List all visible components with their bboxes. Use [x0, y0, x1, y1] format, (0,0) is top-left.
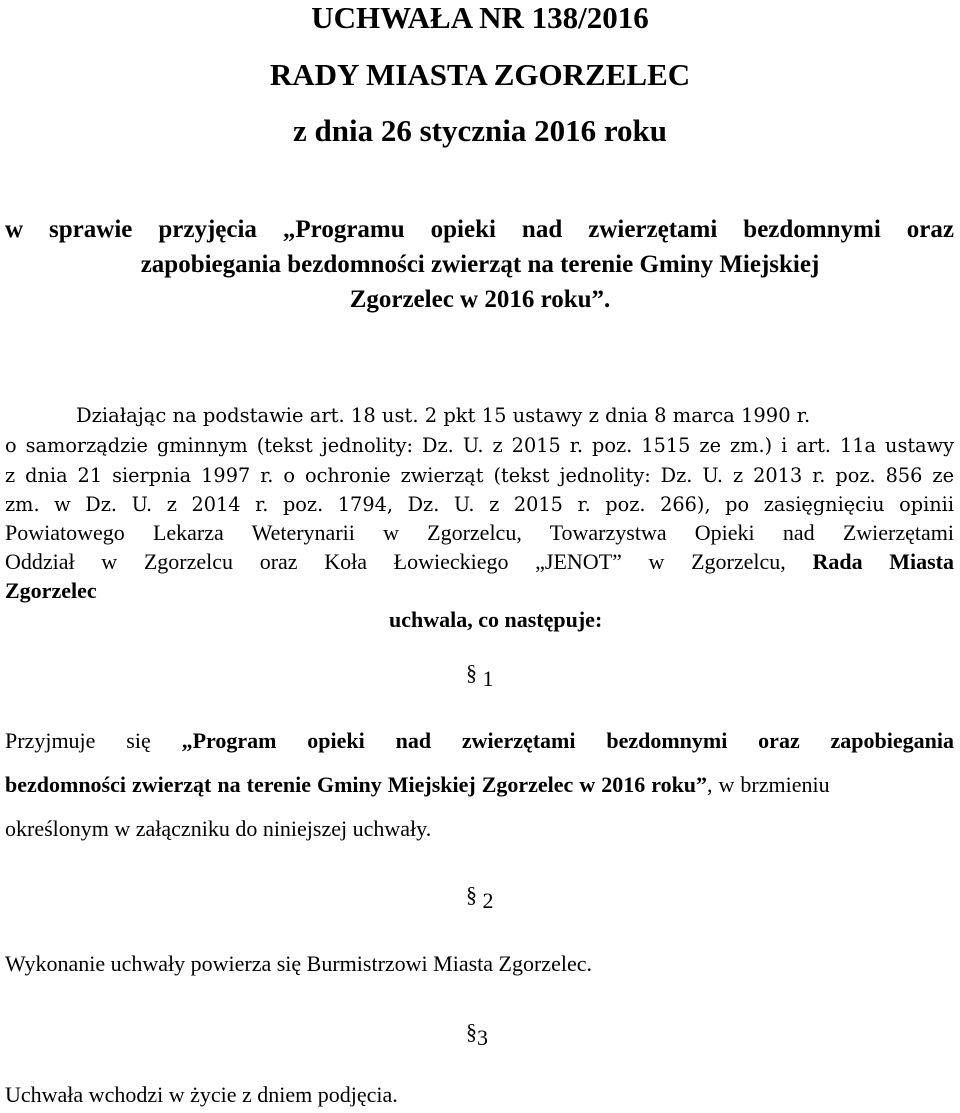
- program-title: „Program opieki nad zwierzętami bezdomnymi oraz zapobiegania: [181, 728, 955, 753]
- preamble-line-5: Powiatowego Lekarza Weterynarii w Zgorzelcu, Towarzystwa Opieki nad Zwierzętami: [5, 520, 954, 545]
- program-title-continued: bezdomności zwierząt na terenie Gminy Miejskiej Zgorzelec w 2016 roku”: [5, 772, 708, 797]
- section-symbol: §: [466, 882, 477, 907]
- subject-line-3: Zgorzelec w 2016 roku”.: [349, 286, 611, 313]
- section-2-text: Wykonanie uchwały powierza się Burmistrzowi Miasta Zgorzelec.: [5, 951, 592, 976]
- section-1-line-2: [5, 770, 830, 800]
- section-1-text-continued: , w brzmieniu: [707, 772, 830, 797]
- section-number: 1: [482, 666, 494, 691]
- preamble-line-4: zm. w Dz. U. z 2014 r. poz. 1794, Dz. U. z 2015 r. poz. 266), po zasięgnięciu opinii: [5, 493, 954, 516]
- section-number: 2: [482, 888, 494, 913]
- section-1-heading: [466, 660, 494, 692]
- subject-line-2: zapobiegania bezdomności zwierząt na terenie Gminy Miejskiej: [140, 251, 820, 278]
- subject-line-1: w sprawie przyjęcia „Programu opieki nad zwierzętami bezdomnymi oraz: [5, 216, 954, 243]
- section-symbol: §: [466, 660, 477, 685]
- section-1-line-3: określonym w załączniku do niniejszej uchwały.: [5, 816, 432, 841]
- preamble-line-2: o samorządzie gminnym (tekst jednolity: Dz. U. z 2015 r. poz. 1515 ze zm.) i art. 11a ustawy: [5, 434, 954, 457]
- section-3-heading: [466, 1019, 488, 1051]
- section-1-text: Przyjmuje się: [5, 728, 151, 753]
- preamble-line-3: z dnia 21 sierpnia 1997 r. o ochronie zwierząt (tekst jednolity: Dz. U. z 2013 r. poz. 856 ze: [5, 464, 954, 487]
- section-1-line-1: [5, 726, 954, 756]
- section-number: 3: [477, 1025, 488, 1050]
- preamble-line-7: Zgorzelec: [5, 578, 97, 603]
- section-symbol: §: [466, 1019, 477, 1044]
- preamble-line-1: Działając na podstawie art. 18 ust. 2 pkt 15 ustawy z dnia 8 marca 1990 r.: [76, 404, 811, 427]
- resolution-number: UCHWAŁA NR 138/2016: [311, 0, 649, 35]
- council-name: RADY MIASTA ZGORZELEC: [269, 57, 691, 92]
- council-bold: Rada Miasta: [812, 549, 955, 574]
- preamble-line-6: [5, 547, 954, 577]
- preamble-line-6-text: Oddział w Zgorzelcu oraz Koła Łowieckiego „JENOT” w Zgorzelcu,: [5, 549, 786, 574]
- section-3-text: Uchwała wchodzi w życie z dniem podjęcia.: [5, 1082, 398, 1107]
- section-2-heading: [466, 882, 494, 914]
- resolution-date: z dnia 26 stycznia 2016 roku: [292, 113, 668, 148]
- resolves-heading: uchwala, co następuje:: [389, 607, 603, 632]
